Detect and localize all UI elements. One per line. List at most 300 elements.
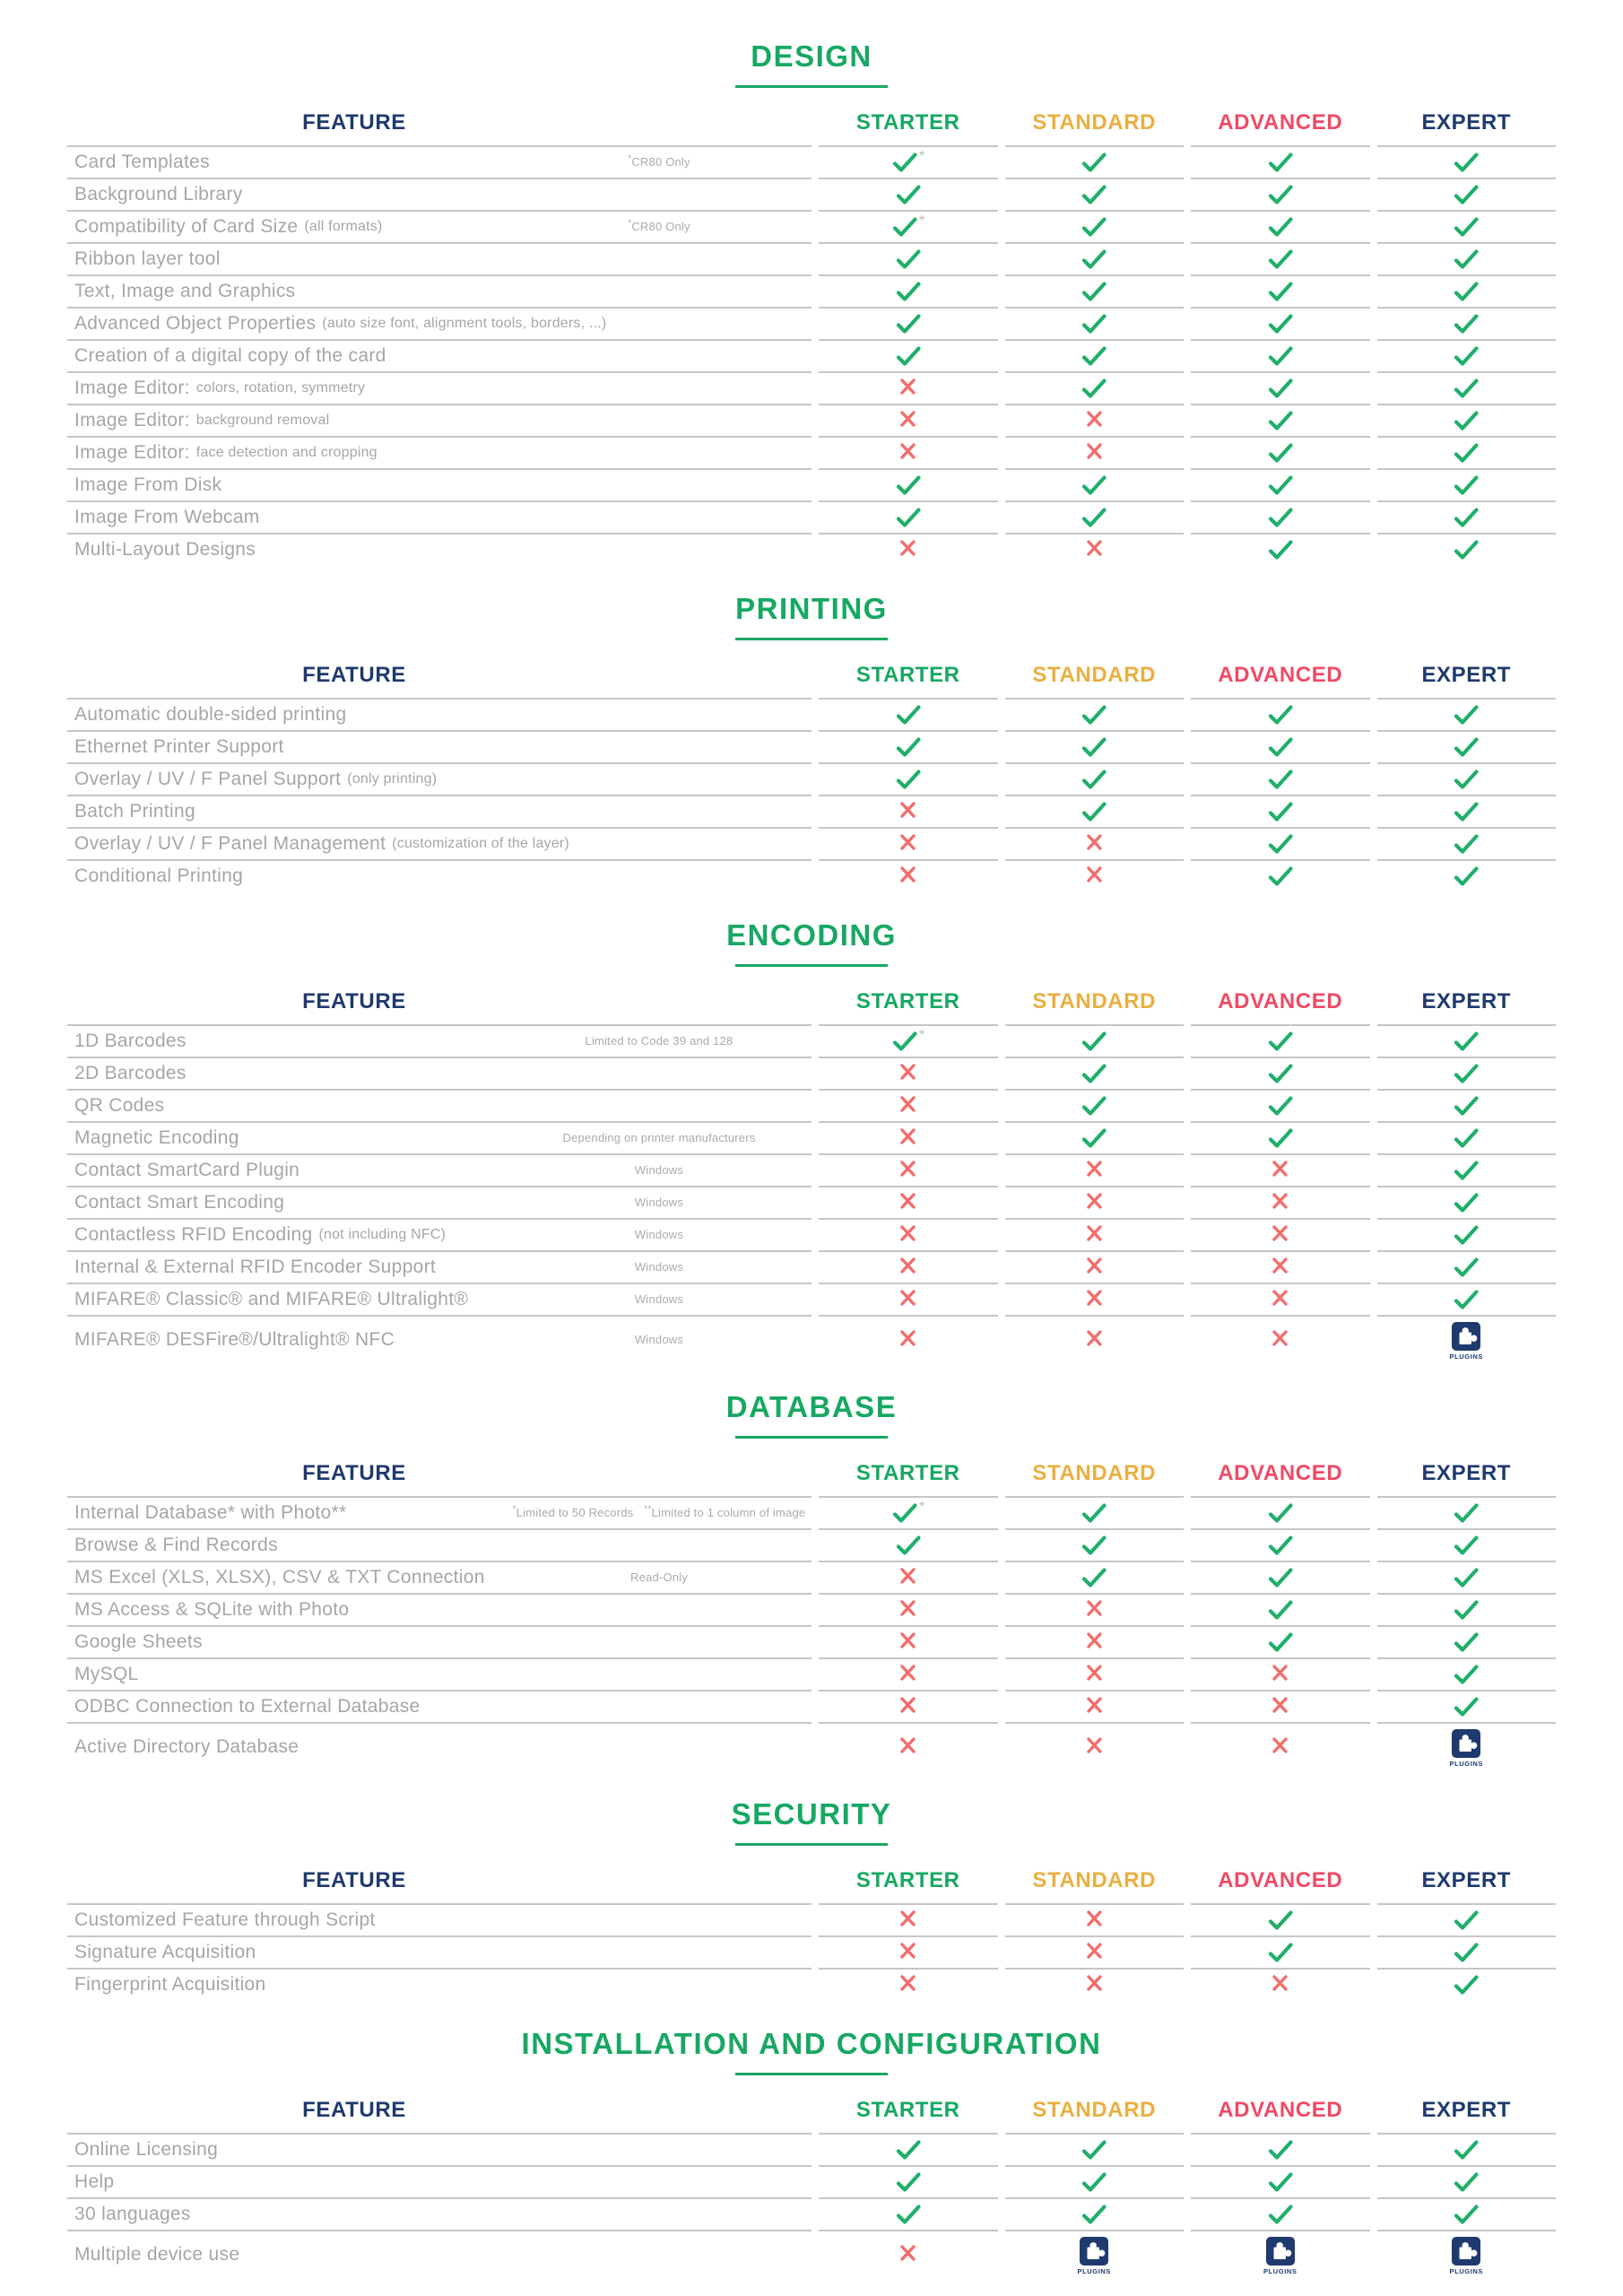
feature-cell <box>67 698 812 730</box>
check-mark <box>1453 1974 1480 1996</box>
check-icon <box>1453 1095 1480 1118</box>
cross-icon <box>898 1598 917 1618</box>
plan-value-cell-starter <box>819 404 998 436</box>
plan-header-cell <box>1377 2097 1557 2133</box>
feature-label: Overlay / UV / F Panel Support <box>74 769 342 789</box>
check-icon <box>891 1502 918 1525</box>
check-icon <box>1267 281 1294 303</box>
check-icon <box>1267 1031 1294 1053</box>
cross-icon <box>1085 1328 1104 1348</box>
feature-label: Automatic double-sided printing <box>74 704 347 725</box>
check-mark <box>1453 833 1480 856</box>
cross-mark <box>1085 1631 1104 1655</box>
check-mark <box>1453 769 1480 791</box>
cross-icon <box>898 1973 917 1993</box>
check-icon <box>1453 1942 1480 1964</box>
table-row <box>67 1528 1556 1561</box>
plan-value-cell-advanced <box>1191 1024 1370 1057</box>
feature-cell <box>67 339 812 371</box>
plan-value-cell-expert <box>1377 698 1557 730</box>
plan-value-cell-expert <box>1377 859 1557 891</box>
check-icon <box>1081 152 1107 174</box>
note-text: Limited to Code 39 and 128 <box>585 1033 733 1048</box>
check-mark <box>1081 2171 1107 2194</box>
check-icon <box>895 704 922 726</box>
plugins-badge-label: PLUGINS <box>1449 1760 1484 1768</box>
table-row <box>67 1089 1556 1121</box>
check-mark <box>1453 1664 1480 1686</box>
check-mark <box>1267 378 1294 400</box>
plan-value-cell-advanced <box>1191 698 1370 730</box>
plan-value-cell-starter <box>819 436 998 468</box>
check-icon <box>1081 378 1107 400</box>
plan-value-cell-standard <box>1005 2230 1185 2278</box>
table-row <box>67 210 1556 242</box>
cross-icon <box>1085 1909 1104 1928</box>
feature-sublabel: (only printing) <box>347 771 438 787</box>
cross-icon <box>1085 832 1104 852</box>
cross-icon <box>1085 865 1104 884</box>
plan-value-cell-expert <box>1377 468 1557 500</box>
check-mark <box>1453 1567 1480 1589</box>
cross-icon <box>1085 1735 1104 1755</box>
feature-sublabel: background removal <box>195 413 330 428</box>
check-mark <box>895 345 922 368</box>
note-text: Windows <box>634 1162 684 1177</box>
feature-cell <box>67 307 812 339</box>
feature-label: Image Editor: <box>74 410 190 430</box>
check-icon <box>1081 1063 1107 1085</box>
plan-value-cell-expert <box>1377 1315 1557 1363</box>
plan-value-cell-starter <box>819 178 998 210</box>
column-header-starter: STARTER <box>855 663 960 687</box>
feature-note-segment <box>630 1571 688 1584</box>
feature-cell <box>67 1657 812 1690</box>
cross-mark <box>1085 1973 1104 1997</box>
cross-icon <box>898 1062 917 1082</box>
table-row <box>67 1657 1556 1690</box>
cross-mark <box>898 1288 917 1312</box>
plan-value-cell-expert <box>1377 500 1557 533</box>
check-mark <box>895 474 922 497</box>
plugins-puzzle-icon <box>1451 2236 1481 2266</box>
check-icon <box>1267 2204 1294 2226</box>
feature-label: MIFARE® Classic® and MIFARE® Ultralight® <box>74 1289 469 1309</box>
plan-header-cell <box>819 662 998 698</box>
plan-value-cell-expert <box>1377 1153 1557 1186</box>
check-mark <box>1453 1031 1480 1053</box>
section-printing <box>0 592 1623 891</box>
plan-value-cell-advanced <box>1191 1186 1370 1218</box>
plan-value-cell-starter <box>819 859 998 891</box>
feature-cell <box>67 1690 812 1722</box>
feature-cell <box>67 1057 812 1089</box>
check-mark <box>1081 1535 1107 1557</box>
table-row <box>67 178 1556 210</box>
check-icon <box>891 152 918 174</box>
plan-value-cell-advanced <box>1191 1935 1370 1968</box>
table-row <box>67 1722 1556 1770</box>
feature-note <box>507 1196 812 1209</box>
plan-value-cell-standard <box>1005 1153 1185 1186</box>
plan-value-cell-starter <box>819 1903 998 1935</box>
check-icon <box>1267 248 1294 271</box>
plan-value-cell-standard <box>1005 795 1185 827</box>
table-row <box>67 1283 1556 1315</box>
check-icon <box>1453 410 1480 432</box>
plan-value-cell-advanced <box>1191 145 1370 178</box>
check-mark <box>895 736 922 759</box>
plan-value-cell-advanced <box>1191 1903 1370 1935</box>
check-icon <box>1267 410 1294 432</box>
note-text: CR80 Only <box>631 154 690 169</box>
cross-icon <box>1085 1159 1104 1178</box>
plan-value-cell-expert <box>1377 533 1557 565</box>
check-mark <box>1081 313 1107 335</box>
cross-icon <box>1271 1695 1289 1715</box>
plan-header-cell <box>819 988 998 1024</box>
check-icon <box>1267 474 1294 497</box>
feature-label: Ethernet Printer Support <box>74 736 284 757</box>
feature-note-segment <box>635 1293 683 1306</box>
check-mark <box>1453 1599 1480 1622</box>
check-icon <box>1081 1567 1107 1589</box>
feature-label: Overlay / UV / F Panel Management <box>74 833 386 854</box>
note-text: Limited to 1 column of image <box>651 1505 806 1519</box>
check-icon <box>1081 474 1107 497</box>
note-text: Windows <box>634 1332 684 1346</box>
plan-header-cell <box>1377 1867 1557 1903</box>
cross-mark <box>898 538 917 562</box>
plan-value-cell-standard <box>1005 1625 1185 1657</box>
check-icon <box>891 216 918 239</box>
column-header-standard: STANDARD <box>1032 989 1157 1013</box>
feature-label: Contact Smart Encoding <box>74 1192 285 1213</box>
plan-value-cell-advanced <box>1191 1657 1370 1690</box>
note-text: Limited to 50 Records <box>516 1505 634 1519</box>
check-icon <box>1267 216 1294 239</box>
column-header-feature: FEATURE <box>302 1868 406 1892</box>
plan-header-cell <box>1005 662 1185 698</box>
check-mark <box>1081 152 1107 174</box>
check-icon <box>1267 1127 1294 1150</box>
cross-icon <box>898 1695 917 1715</box>
feature-label: 30 languages <box>74 2204 191 2224</box>
plan-header-cell <box>1005 988 1185 1024</box>
check-icon <box>1267 2139 1294 2161</box>
feature-note-segment <box>563 1132 756 1144</box>
check-mark <box>1453 704 1480 726</box>
feature-label: Batch Printing <box>74 801 195 822</box>
cross-mark <box>1271 1973 1289 1997</box>
check-mark <box>1267 1909 1294 1932</box>
column-header-expert: EXPERT <box>1421 1461 1512 1485</box>
feature-note <box>507 218 812 233</box>
check-mark <box>1081 378 1107 400</box>
plan-value-cell-standard <box>1005 307 1185 339</box>
table-header-row <box>67 2097 1556 2133</box>
feature-cell <box>67 242 812 274</box>
check-mark <box>1453 2204 1480 2226</box>
plan-value-cell-starter <box>819 1057 998 1089</box>
plan-value-cell-standard <box>1005 404 1185 436</box>
cross-mark <box>898 1566 917 1590</box>
plan-header-cell <box>1191 1867 1370 1903</box>
cross-mark <box>1085 1695 1104 1719</box>
cross-mark <box>898 1062 917 1086</box>
column-header-advanced: ADVANCED <box>1218 2098 1343 2122</box>
plan-value-cell-expert <box>1377 307 1557 339</box>
plan-header-cell <box>1191 2097 1370 2133</box>
section-database <box>0 1390 1623 1770</box>
check-icon <box>1081 281 1107 303</box>
plan-header-cell <box>819 1460 998 1496</box>
check-icon <box>1453 184 1480 206</box>
check-icon <box>1453 1664 1480 1686</box>
feature-note <box>507 1571 812 1584</box>
plan-value-cell-expert <box>1377 178 1557 210</box>
cross-icon <box>898 1735 917 1755</box>
check-icon <box>1453 833 1480 856</box>
column-header-feature: FEATURE <box>302 989 406 1013</box>
feature-label: Image Editor: <box>74 442 190 463</box>
table-row <box>67 500 1556 533</box>
cross-mark <box>1085 441 1104 465</box>
check-mark <box>1081 507 1107 529</box>
plan-value-cell-starter <box>819 1024 998 1057</box>
table-row <box>67 795 1556 827</box>
feature-label: ODBC Connection to External Database <box>74 1696 421 1717</box>
plan-value-cell-expert <box>1377 827 1557 859</box>
check-icon <box>1453 1031 1480 1053</box>
check-icon <box>1267 865 1294 888</box>
cross-mark <box>898 865 917 889</box>
plan-value-cell-starter <box>819 1089 998 1121</box>
feature-header <box>67 110 641 135</box>
cross-mark <box>1085 1735 1104 1760</box>
plugins-icon <box>1263 2231 1298 2278</box>
cross-mark <box>1271 1223 1289 1248</box>
plan-value-cell-expert <box>1377 1024 1557 1057</box>
check-icon <box>1453 769 1480 791</box>
table-header-row <box>67 988 1556 1024</box>
column-header-feature: FEATURE <box>302 663 406 687</box>
comparison-table <box>67 662 1556 891</box>
check-icon <box>1267 769 1294 791</box>
check-icon <box>1081 248 1107 271</box>
plan-value-cell-starter <box>819 1153 998 1186</box>
note-text: Windows <box>634 1292 684 1306</box>
check-icon <box>1453 1631 1480 1654</box>
feature-label: Image From Disk <box>74 474 222 495</box>
column-header-standard: STANDARD <box>1032 110 1157 135</box>
table-row <box>67 1625 1556 1657</box>
check-mark <box>1453 410 1480 432</box>
plan-header-cell <box>1005 2097 1185 2133</box>
check-icon <box>1453 1909 1480 1932</box>
table-row <box>67 371 1556 404</box>
section-title: DATABASE <box>725 1390 898 1423</box>
table-row <box>67 1690 1556 1722</box>
feature-label: Image Editor: <box>74 378 190 398</box>
check-mark <box>1267 801 1294 823</box>
cross-mark <box>1271 1288 1289 1312</box>
cross-mark <box>1085 1328 1104 1352</box>
feature-label: Compatibility of Card Size <box>74 216 299 237</box>
plan-value-cell-advanced <box>1191 1690 1370 1722</box>
check-mark <box>1081 1063 1107 1085</box>
feature-note-segment <box>586 1035 733 1048</box>
cross-mark <box>898 1631 917 1655</box>
check-mark <box>1453 1224 1480 1247</box>
plugins-puzzle-icon <box>1451 1728 1481 1759</box>
check-mark <box>1267 474 1294 497</box>
check-mark <box>895 248 922 271</box>
cross-mark <box>1271 1159 1289 1183</box>
check-icon <box>895 313 922 335</box>
column-header-standard: STANDARD <box>1032 1461 1157 1485</box>
plan-value-cell-advanced <box>1191 533 1370 565</box>
plan-header-cell <box>1005 109 1185 145</box>
plan-value-cell-standard <box>1005 1657 1185 1690</box>
plan-value-cell-advanced <box>1191 762 1370 795</box>
section-title: INSTALLATION AND CONFIGURATION <box>521 2027 1102 2060</box>
plan-value-cell-advanced <box>1191 827 1370 859</box>
check-icon <box>1267 539 1294 561</box>
check-mark <box>1453 378 1480 400</box>
cross-mark <box>1085 865 1104 889</box>
check-icon <box>895 474 922 497</box>
check-icon <box>1453 2204 1480 2226</box>
feature-header <box>67 1868 641 1893</box>
feature-label: Contactless RFID Encoding <box>74 1224 313 1245</box>
check-mark <box>1267 1502 1294 1525</box>
feature-cell <box>67 178 812 210</box>
table-row <box>67 1250 1556 1283</box>
cross-icon <box>1271 1191 1289 1211</box>
plan-value-cell-expert <box>1377 1625 1557 1657</box>
check-mark <box>895 704 922 726</box>
cross-icon <box>898 538 917 558</box>
check-icon <box>1081 801 1107 823</box>
check-icon <box>1453 152 1480 174</box>
table-row <box>67 436 1556 468</box>
plan-value-cell-starter <box>819 307 998 339</box>
check-icon <box>1453 1696 1480 1718</box>
check-icon <box>1267 736 1294 759</box>
check-footnote-mark: * <box>919 1499 925 1515</box>
cross-icon <box>1085 409 1104 429</box>
check-icon <box>1267 1535 1294 1557</box>
feature-note <box>507 1334 812 1346</box>
check-icon <box>895 736 922 759</box>
check-icon <box>1081 2171 1107 2194</box>
column-header-expert: EXPERT <box>1421 989 1512 1013</box>
plugins-badge-label: PLUGINS <box>1077 2267 1112 2275</box>
column-header-feature: FEATURE <box>302 1461 406 1485</box>
check-icon <box>1453 1502 1480 1525</box>
table-row <box>67 827 1556 859</box>
feature-note <box>507 1261 812 1274</box>
plan-header-cell <box>1191 109 1370 145</box>
check-icon <box>1453 865 1480 888</box>
note-footnote-mark: ** <box>644 1504 652 1515</box>
plugins-icon <box>1449 2231 1483 2278</box>
feature-sublabel: (customization of the layer) <box>392 836 569 851</box>
plan-value-cell-expert <box>1377 210 1557 242</box>
check-icon <box>895 2171 922 2194</box>
comparison-table <box>67 988 1556 1363</box>
feature-note <box>507 1293 812 1306</box>
feature-note-segment <box>512 1504 634 1519</box>
plan-header-cell <box>1191 988 1370 1024</box>
feature-sublabel: colors, rotation, symmetry <box>195 380 366 396</box>
feature-header <box>67 663 641 688</box>
plan-value-cell-expert <box>1377 404 1557 436</box>
cross-icon <box>1271 1328 1289 1348</box>
check-mark <box>1453 1063 1480 1085</box>
plan-header-cell <box>1005 1867 1185 1903</box>
cross-icon <box>898 800 917 820</box>
check-icon <box>1453 2171 1480 2194</box>
feature-cell <box>67 1528 812 1561</box>
check-mark <box>1081 801 1107 823</box>
check-icon <box>1453 1160 1480 1182</box>
cross-icon <box>1085 1256 1104 1275</box>
plan-value-cell-standard <box>1005 1935 1185 1968</box>
feature-header <box>67 2098 641 2123</box>
section-security <box>0 1797 1623 2000</box>
cross-mark <box>1085 1941 1104 1965</box>
feature-note-segment <box>628 153 690 169</box>
cross-icon <box>1271 1223 1289 1243</box>
cross-icon <box>898 865 917 884</box>
feature-label: Card Templates <box>74 152 210 172</box>
plan-value-cell-standard <box>1005 1690 1185 1722</box>
check-icon <box>1453 507 1480 529</box>
table-row <box>67 242 1556 274</box>
feature-label: Background Library <box>74 184 243 204</box>
plan-value-cell-starter <box>819 500 998 533</box>
column-header-starter: STARTER <box>855 110 960 135</box>
table-header-row <box>67 1867 1556 1903</box>
feature-note <box>507 1164 812 1177</box>
cross-icon <box>1085 1663 1104 1683</box>
plan-value-cell-starter <box>819 730 998 762</box>
check-mark <box>895 2139 922 2161</box>
feature-label: Conditional Printing <box>74 865 244 886</box>
note-footnote-mark: * <box>628 218 632 229</box>
feature-header-cell <box>67 2097 812 2133</box>
check-mark <box>1267 248 1294 271</box>
column-header-expert: EXPERT <box>1421 663 1512 687</box>
plan-value-cell-expert <box>1377 1186 1557 1218</box>
feature-cell <box>67 2230 812 2278</box>
feature-label: Image From Webcam <box>74 507 260 527</box>
plan-value-cell-standard <box>1005 436 1185 468</box>
plan-value-cell-advanced <box>1191 1089 1370 1121</box>
check-mark <box>1453 1696 1480 1718</box>
cross-icon <box>1271 1663 1289 1683</box>
table-row <box>67 1315 1556 1363</box>
feature-note <box>507 1132 812 1144</box>
check-icon <box>1453 801 1480 823</box>
feature-cell <box>67 1625 812 1657</box>
section-installation-and-configuration <box>0 2027 1623 2278</box>
feature-label: Text, Image and Graphics <box>74 281 296 301</box>
plan-value-cell-expert <box>1377 2230 1557 2278</box>
feature-label: Internal Database* with Photo** <box>74 1502 347 1523</box>
